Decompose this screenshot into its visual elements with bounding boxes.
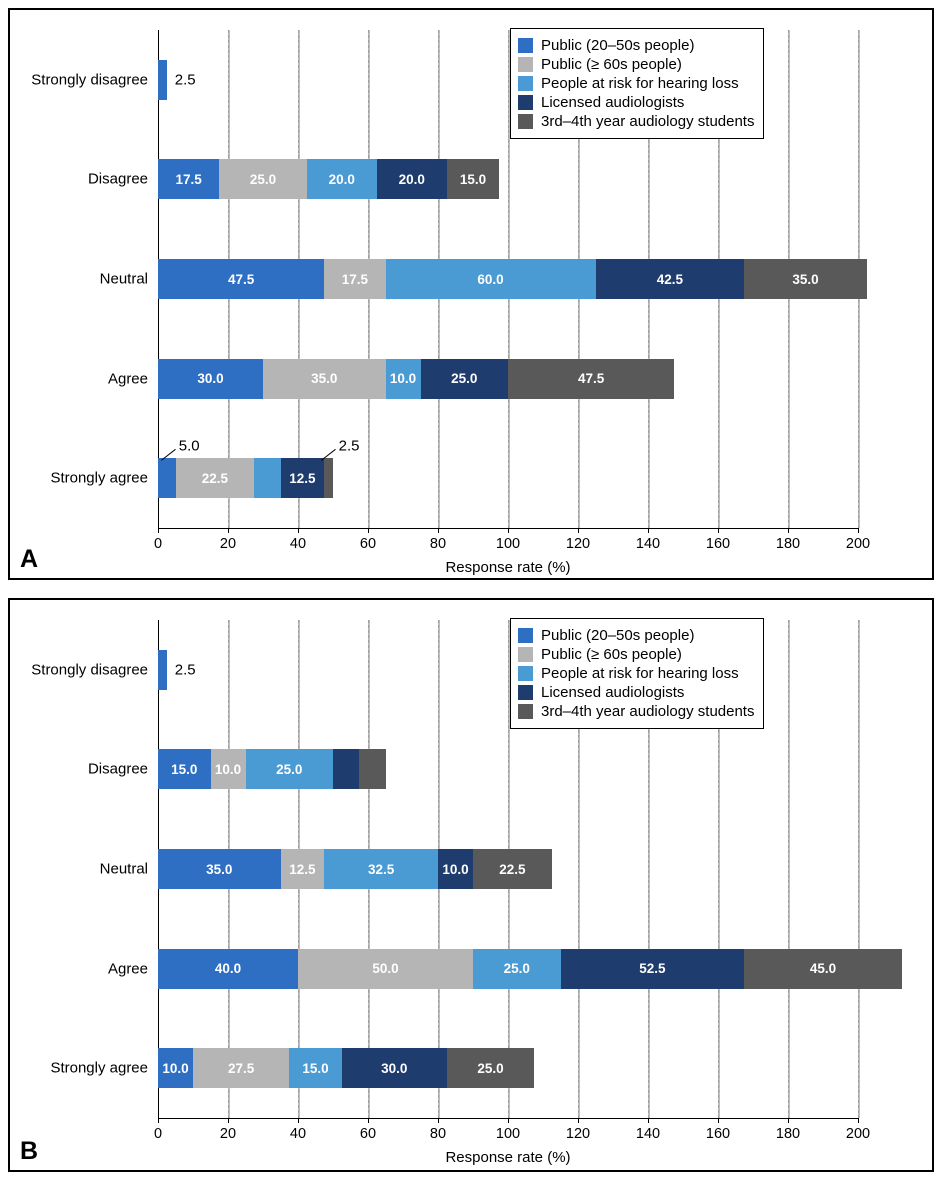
x-tick-label: 100 (495, 536, 521, 552)
legend-label: People at risk for hearing loss (541, 75, 739, 92)
bar-value-label: 2.5 (174, 661, 196, 679)
bar-segment: 25.0 (421, 359, 509, 399)
bar-segment (254, 458, 280, 498)
legend-swatch (518, 57, 533, 72)
bar-segment: 30.0 (342, 1048, 447, 1088)
category-label: Agree (107, 960, 148, 978)
x-tick (228, 528, 229, 533)
x-tick-label: 80 (429, 536, 447, 552)
legend-item (518, 94, 754, 111)
bar-segment: 10.0 (158, 1048, 193, 1088)
legend-item (518, 75, 754, 92)
bar-segment: 47.5 (508, 359, 674, 399)
panel-a-letter: A (20, 545, 39, 573)
bar-segment: 17.5 (158, 159, 219, 199)
bar-segment (158, 458, 176, 498)
bar-value-callout: 2.5 (338, 437, 360, 455)
bar-segment: 60.0 (386, 259, 596, 299)
x-tick (508, 528, 509, 533)
bar-segment: 10.0 (211, 749, 246, 789)
stacked-bar (158, 60, 167, 100)
bar-segment: 52.5 (561, 949, 745, 989)
stacked-bar (158, 159, 499, 199)
x-tick (158, 1118, 159, 1123)
bar-segment (359, 749, 385, 789)
legend-label: Licensed audiologists (541, 684, 685, 701)
x-tick (158, 528, 159, 533)
x-tick-label: 100 (495, 1126, 521, 1142)
bar-segment: 25.0 (246, 749, 334, 789)
bar-segment (333, 749, 359, 789)
bar-segment: 25.0 (473, 949, 561, 989)
legend-item (518, 703, 754, 720)
x-tick (368, 528, 369, 533)
x-tick (578, 528, 579, 533)
category-label: Strongly agree (50, 469, 148, 487)
legend-swatch (518, 647, 533, 662)
x-tick (788, 528, 789, 533)
legend-item (518, 665, 754, 682)
x-tick-label: 40 (289, 536, 307, 552)
category-label: Agree (107, 370, 148, 388)
bar-segment: 35.0 (744, 259, 867, 299)
bar-segment: 15.0 (289, 1048, 342, 1088)
bar-segment: 50.0 (298, 949, 473, 989)
x-tick (858, 528, 859, 533)
x-tick-label: 40 (289, 1126, 307, 1142)
legend-label: People at risk for hearing loss (541, 665, 739, 682)
bar-segment: 15.0 (158, 749, 211, 789)
legend-label: Public (≥ 60s people) (541, 56, 682, 73)
x-axis-title: Response rate (%) (445, 559, 571, 576)
legend-label: Licensed audiologists (541, 94, 685, 111)
x-tick (578, 1118, 579, 1123)
bar-segment: 12.5 (281, 849, 325, 889)
x-tick (438, 1118, 439, 1123)
x-tick-label: 60 (359, 536, 377, 552)
x-tick-label: 160 (705, 536, 731, 552)
x-tick-label: 20 (219, 1126, 237, 1142)
bar-segment: 15.0 (447, 159, 500, 199)
bar-segment: 10.0 (438, 849, 473, 889)
x-tick (648, 528, 649, 533)
bar-segment: 10.0 (386, 359, 421, 399)
legend-label: Public (20–50s people) (541, 627, 695, 644)
category-label: Strongly agree (50, 1059, 148, 1077)
legend-swatch (518, 685, 533, 700)
legend-swatch (518, 704, 533, 719)
bar-segment: 40.0 (158, 949, 298, 989)
x-tick-label: 180 (775, 1126, 801, 1142)
legend-swatch (518, 76, 533, 91)
x-tick-label: 20 (219, 536, 237, 552)
bar-segment: 25.0 (219, 159, 307, 199)
x-tick-label: 200 (845, 1126, 871, 1142)
legend (510, 28, 764, 139)
bar-segment: 42.5 (596, 259, 745, 299)
stacked-bar (158, 458, 333, 498)
legend-label: Public (20–50s people) (541, 37, 695, 54)
x-tick (228, 1118, 229, 1123)
gridline (858, 620, 860, 1118)
x-tick (438, 528, 439, 533)
stacked-bar (158, 650, 167, 690)
x-tick-label: 0 (153, 1126, 163, 1142)
x-tick-label: 60 (359, 1126, 377, 1142)
x-tick (858, 1118, 859, 1123)
bar-segment: 35.0 (158, 849, 281, 889)
x-tick (648, 1118, 649, 1123)
stacked-bar (158, 259, 867, 299)
legend-swatch (518, 666, 533, 681)
stacked-bar (158, 1048, 534, 1088)
panel-b (8, 598, 934, 1172)
x-tick (298, 1118, 299, 1123)
x-tick (718, 528, 719, 533)
bar-value-label: 2.5 (174, 71, 196, 89)
category-label: Neutral (99, 270, 148, 288)
legend-item (518, 627, 754, 644)
legend-label: 3rd–4th year audiology students (541, 703, 755, 720)
category-label: Disagree (87, 170, 148, 188)
bar-value-callout: 5.0 (178, 437, 200, 455)
bar-segment: 32.5 (324, 849, 438, 889)
legend-label: Public (≥ 60s people) (541, 646, 682, 663)
bar-segment (158, 650, 167, 690)
x-tick-label: 180 (775, 536, 801, 552)
legend-swatch (518, 114, 533, 129)
bar-segment (158, 60, 167, 100)
x-tick (508, 1118, 509, 1123)
stacked-bar (158, 849, 552, 889)
legend (510, 618, 764, 729)
legend-item (518, 37, 754, 54)
legend-swatch (518, 38, 533, 53)
bar-segment: 20.0 (377, 159, 447, 199)
x-tick (298, 528, 299, 533)
x-axis-title: Response rate (%) (445, 1149, 571, 1166)
x-tick (368, 1118, 369, 1123)
bar-segment: 35.0 (263, 359, 386, 399)
category-label: Disagree (87, 760, 148, 778)
panel-b-letter: B (20, 1137, 39, 1165)
x-tick-label: 140 (635, 1126, 661, 1142)
bar-segment: 20.0 (307, 159, 377, 199)
legend-item (518, 684, 754, 701)
legend-swatch (518, 628, 533, 643)
bar-segment: 12.5 (281, 458, 325, 498)
x-tick-label: 80 (429, 1126, 447, 1142)
legend-item (518, 646, 754, 663)
category-label: Neutral (99, 860, 148, 878)
gridline (788, 620, 790, 1118)
stacked-bar (158, 949, 902, 989)
category-label: Strongly disagree (31, 661, 148, 679)
panel-a (8, 8, 934, 580)
x-tick (788, 1118, 789, 1123)
x-tick (718, 1118, 719, 1123)
x-tick-label: 0 (153, 536, 163, 552)
bar-segment: 47.5 (158, 259, 324, 299)
bar-segment: 30.0 (158, 359, 263, 399)
bar-segment: 45.0 (744, 949, 902, 989)
legend-item (518, 113, 754, 130)
legend-label: 3rd–4th year audiology students (541, 113, 755, 130)
x-tick-label: 120 (565, 1126, 591, 1142)
bar-segment: 22.5 (176, 458, 255, 498)
bar-segment: 27.5 (193, 1048, 289, 1088)
legend-item (518, 56, 754, 73)
x-tick-label: 160 (705, 1126, 731, 1142)
legend-swatch (518, 95, 533, 110)
bar-segment: 22.5 (473, 849, 552, 889)
x-tick-label: 140 (635, 536, 661, 552)
x-tick-label: 120 (565, 536, 591, 552)
x-tick-label: 200 (845, 536, 871, 552)
stacked-bar (158, 359, 674, 399)
bar-segment (324, 458, 333, 498)
category-label: Strongly disagree (31, 71, 148, 89)
bar-segment: 25.0 (447, 1048, 535, 1088)
bar-segment: 17.5 (324, 259, 385, 299)
stacked-bar (158, 749, 386, 789)
